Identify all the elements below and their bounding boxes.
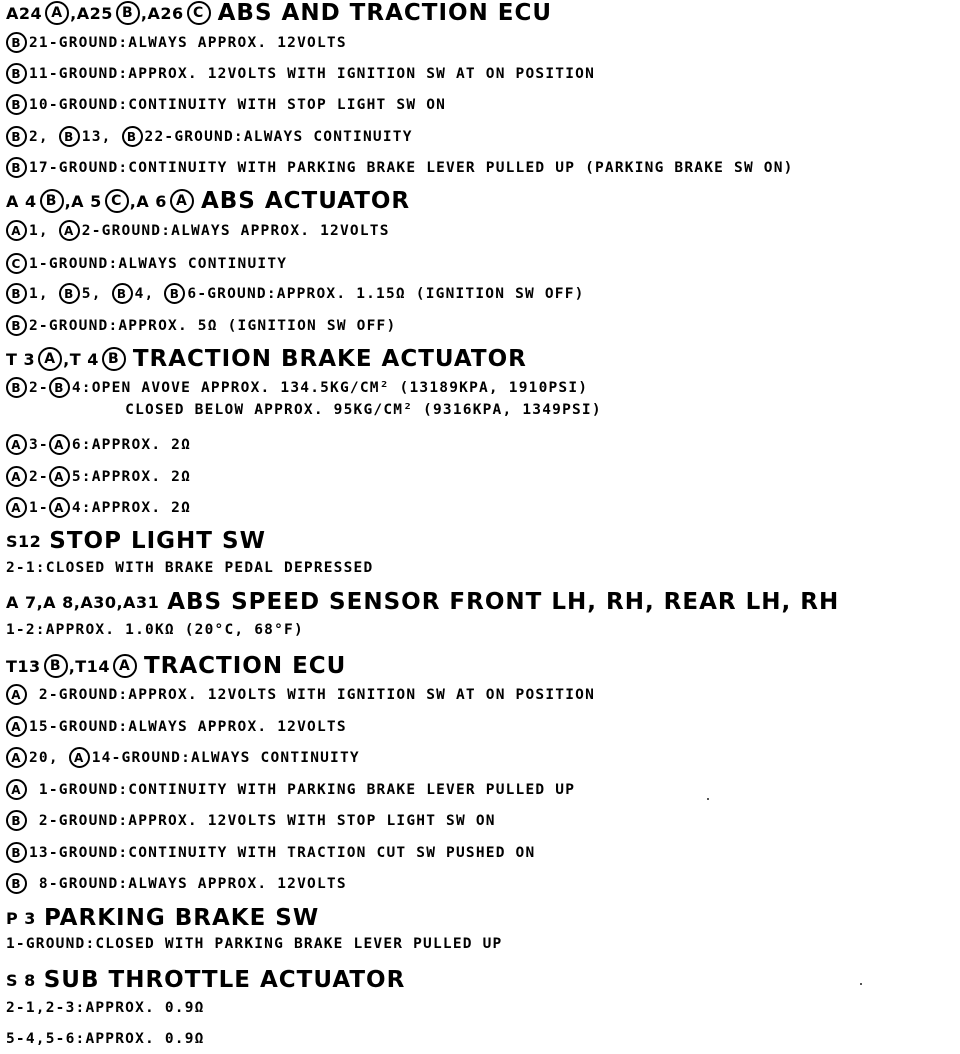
spec-line [6, 497, 191, 518]
spec-text: 1, [29, 285, 59, 302]
connector-a-circle: A [6, 466, 27, 487]
spec-text: 4:APPROX. 2Ω [71, 499, 192, 516]
connector-code: ,A25 [70, 3, 113, 23]
section-heading [6, 589, 839, 615]
connector-code: S 8 [6, 970, 36, 990]
connector-b-circle: B [112, 283, 133, 304]
spec-text: 21-GROUND:ALWAYS APPROX. 12VOLTS [29, 34, 347, 51]
connector-b-circle: B [116, 1, 140, 25]
connector-b-circle: B [164, 283, 185, 304]
connector-code: T 3 [6, 349, 36, 369]
spec-text: 2- [29, 379, 49, 396]
spec-text: 14-GROUND:ALWAYS CONTINUITY [91, 749, 360, 766]
connector-b-circle: B [102, 347, 126, 371]
spec-line [6, 377, 588, 398]
spec-text: 6:APPROX. 2Ω [71, 436, 192, 453]
section-heading [6, 188, 410, 214]
spec-line [6, 94, 446, 115]
connector-c-circle: C [105, 189, 129, 213]
connector-a-circle: A [113, 654, 137, 678]
connector-a-circle: A [59, 220, 80, 241]
component-title: PARKING BRAKE SW [43, 905, 320, 931]
connector-b-circle: B [6, 94, 27, 115]
spec-line [6, 32, 347, 53]
component-title: SUB THROTTLE ACTUATOR [43, 967, 406, 993]
connector-b-circle: B [59, 126, 80, 147]
spec-line [6, 810, 496, 831]
spec-text: 2-1,2-3:APPROX. 0.9Ω [6, 1000, 205, 1016]
spec-line [6, 842, 535, 863]
connector-b-circle: B [6, 810, 27, 831]
section-heading [6, 967, 405, 993]
connector-a-circle: A [6, 434, 27, 455]
connector-code: ,T14 [68, 656, 110, 676]
connector-code: ,A 6 [129, 191, 167, 211]
spec-line [6, 283, 585, 304]
connector-a-circle: A [49, 497, 70, 518]
spec-line [6, 315, 396, 336]
spec-line [6, 63, 595, 84]
connector-code: ,A26 [140, 3, 184, 23]
spec-line [6, 157, 794, 178]
section-heading [6, 0, 552, 26]
spec-text: CLOSED BELOW APPROX. 95KG/CM² (9316KPA, 1349PSI) [6, 402, 602, 418]
spec-line [6, 126, 413, 147]
connector-a-circle: A [6, 497, 27, 518]
connector-b-circle: B [59, 283, 80, 304]
component-title: ABS ACTUATOR [200, 188, 411, 214]
spec-line [6, 747, 360, 768]
spec-text: 10-GROUND:CONTINUITY WITH STOP LIGHT SW ON [29, 96, 447, 113]
spec-text: 5-4,5-6:APPROX. 0.9Ω [6, 1031, 205, 1047]
spec-text: 1-GROUND:CONTINUITY WITH PARKING BRAKE LEVER PULLED UP [29, 781, 576, 798]
connector-b-circle: B [6, 283, 27, 304]
spec-text: 17-GROUND:CONTINUITY WITH PARKING BRAKE LEVER PULLED UP (PARKING BRAKE SW ON) [29, 159, 794, 176]
spec-line [6, 716, 347, 737]
spec-text: 8-GROUND:ALWAYS APPROX. 12VOLTS [29, 875, 347, 892]
spec-text: 4:OPEN AVOVE APPROX. 134.5KG/CM² (13189KPA, 1910PSI) [71, 379, 589, 396]
connector-b-circle: B [6, 873, 27, 894]
spec-text: 15-GROUND:ALWAYS APPROX. 12VOLTS [29, 718, 347, 735]
spec-line [6, 936, 503, 952]
connector-code: S12 [6, 531, 42, 551]
spec-text: 13-GROUND:CONTINUITY WITH TRACTION CUT SW PUSHED ON [29, 844, 536, 861]
spec-text: 1- [29, 499, 49, 516]
section-heading [6, 653, 346, 679]
connector-b-circle: B [6, 842, 27, 863]
spec-text: 1-GROUND:CLOSED WITH PARKING BRAKE LEVER PULLED UP [6, 936, 503, 952]
spec-text: 4, [134, 285, 165, 302]
component-title: TRACTION BRAKE ACTUATOR [132, 346, 527, 372]
connector-a-circle: A [6, 779, 27, 800]
spec-text: 5, [81, 285, 112, 302]
spec-text: 6-GROUND:APPROX. 1.15Ω (IGNITION SW OFF) [187, 285, 585, 302]
connector-c-circle: C [187, 1, 211, 25]
connector-a-circle: A [69, 747, 90, 768]
spec-text: 20, [29, 749, 69, 766]
scan-speck [707, 798, 709, 800]
connector-code: A 4 [6, 191, 37, 211]
connector-b-circle: B [49, 377, 70, 398]
connector-a-circle: A [49, 434, 70, 455]
spec-text: 3- [29, 436, 49, 453]
connector-code: A 7,A 8,A30,A31 [6, 592, 160, 612]
connector-b-circle: B [6, 126, 27, 147]
connector-a-circle: A [6, 747, 27, 768]
spec-text: 2-GROUND:APPROX. 12VOLTS WITH STOP LIGHT SW ON [29, 812, 496, 829]
component-title: ABS SPEED SENSOR FRONT LH, RH, REAR LH, RH [167, 589, 840, 615]
spec-text: 1-GROUND:ALWAYS CONTINUITY [29, 255, 288, 272]
spec-line [6, 1000, 205, 1016]
connector-c-circle: C [6, 253, 27, 274]
spec-text: 2-1:CLOSED WITH BRAKE PEDAL DEPRESSED [6, 560, 374, 576]
connector-code: ,A 5 [64, 191, 102, 211]
spec-line [6, 560, 373, 576]
connector-code: A24 [6, 3, 43, 23]
connector-b-circle: B [44, 654, 68, 678]
connector-code: ,T 4 [63, 349, 99, 369]
connector-a-circle: A [6, 684, 27, 705]
spec-line [6, 253, 287, 274]
spec-line [6, 1031, 205, 1047]
connector-b-circle: B [6, 315, 27, 336]
spec-line [6, 779, 575, 800]
connector-b-circle: B [6, 32, 27, 53]
component-title: STOP LIGHT SW [49, 528, 266, 554]
spec-line [6, 402, 602, 418]
connector-a-circle: A [38, 347, 62, 371]
spec-line [6, 684, 595, 705]
spec-text: 2- [29, 468, 49, 485]
component-title: TRACTION ECU [143, 653, 347, 679]
connector-a-circle: A [49, 466, 70, 487]
connector-a-circle: A [6, 220, 27, 241]
spec-line [6, 434, 191, 455]
connector-b-circle: B [122, 126, 143, 147]
scan-speck [860, 983, 862, 985]
spec-line [6, 466, 191, 487]
connector-b-circle: B [40, 189, 64, 213]
section-heading [6, 346, 527, 372]
connector-a-circle: A [45, 1, 69, 25]
spec-text: 2, [29, 128, 59, 145]
spec-text: 2-GROUND:ALWAYS APPROX. 12VOLTS [81, 222, 390, 239]
section-heading [6, 528, 266, 554]
section-heading [6, 905, 319, 931]
connector-code: P 3 [6, 908, 36, 928]
spec-line [6, 873, 347, 894]
spec-text: 11-GROUND:APPROX. 12VOLTS WITH IGNITION SW AT ON POSITION [29, 65, 595, 82]
component-title: ABS AND TRACTION ECU [217, 0, 553, 26]
spec-text: 1-2:APPROX. 1.0KΩ (20°C, 68°F) [6, 622, 304, 638]
spec-text: 1, [29, 222, 59, 239]
connector-b-circle: B [6, 377, 27, 398]
spec-text: 22-GROUND:ALWAYS CONTINUITY [144, 128, 413, 145]
connector-a-circle: A [6, 716, 27, 737]
spec-text: 2-GROUND:APPROX. 12VOLTS WITH IGNITION SW AT ON POSITION [29, 686, 595, 703]
connector-a-circle: A [170, 189, 194, 213]
spec-line [6, 622, 304, 638]
spec-text: 2-GROUND:APPROX. 5Ω (IGNITION SW OFF) [29, 317, 397, 334]
connector-b-circle: B [6, 63, 27, 84]
spec-text: 5:APPROX. 2Ω [71, 468, 192, 485]
spec-text: 13, [81, 128, 122, 145]
connector-code: T13 [6, 656, 41, 676]
spec-line [6, 220, 390, 241]
connector-b-circle: B [6, 157, 27, 178]
